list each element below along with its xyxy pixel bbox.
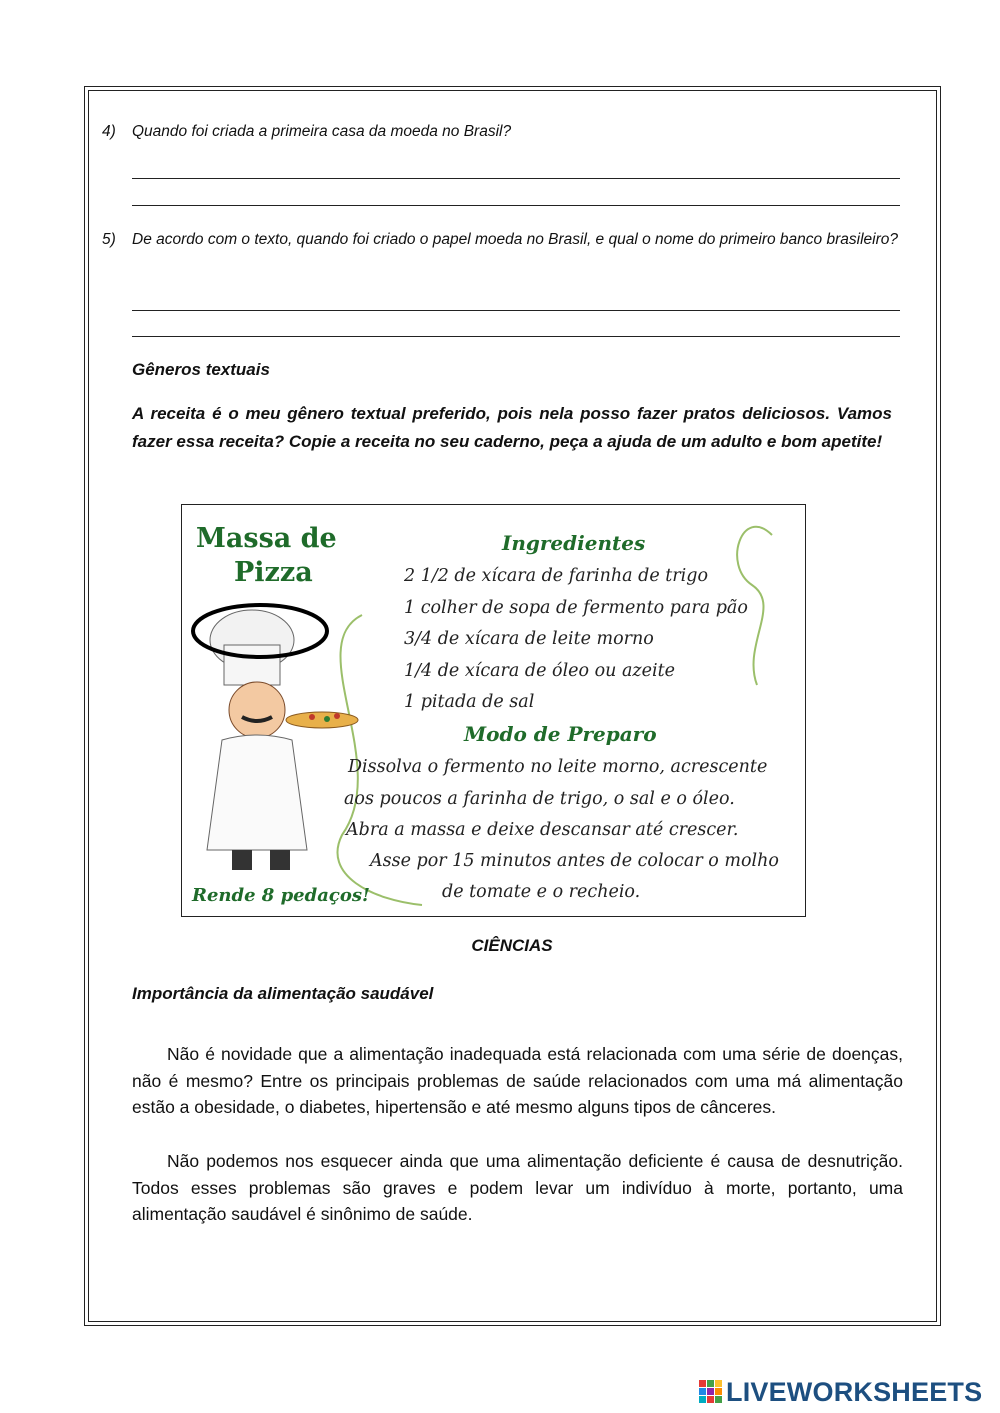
liveworksheets-logo[interactable]: [698, 1378, 982, 1406]
recipe-title-line2: Pizza: [234, 557, 313, 588]
method-line: Dissolva o fermento no leite morno, acrescente: [348, 757, 768, 777]
section-heading-generos: Gêneros textuais: [132, 360, 270, 379]
answer-line[interactable]: [132, 310, 900, 311]
recipe-title-line1: Massa de: [196, 523, 337, 554]
method-line: de tomate e o recheio.: [442, 882, 641, 902]
section-title-ciencias: CIÊNCIAS: [471, 936, 553, 955]
question-text: Quando foi criada a primeira casa da moeda no Brasil?: [132, 123, 512, 140]
ingredient-item: 2 1/2 de xícara de farinha de trigo: [404, 566, 708, 586]
answer-line[interactable]: [132, 336, 900, 337]
chef-illustration-icon: [207, 610, 358, 870]
intro-paragraph: A receita é o meu gênero textual preferido, pois nela posso fazer pratos deliciosos. Vamos fazer essa receita? Copie a receita no seu caderno, peça a ajuda de um adulto e bom apetite!: [132, 404, 892, 451]
method-line: aos poucos a farinha de trigo, o sal e o óleo.: [344, 789, 735, 809]
ingredient-item: 1 colher de sopa de fermento para pão: [404, 598, 748, 618]
recipe-card: [181, 504, 806, 917]
question-number: 5): [102, 231, 116, 248]
body-paragraph: Não podemos nos esquecer ainda que uma alimentação deficiente é causa de desnutrição. Todos esses problemas são graves e podem levar um indivíduo à morte, portanto, uma alimentação saudável é sinônimo de saúde.: [132, 1151, 903, 1224]
liveworksheets-logo-icon: [698, 1379, 724, 1405]
ingredient-item: 3/4 de xícara de leite morno: [404, 629, 654, 649]
answer-line[interactable]: [132, 205, 900, 206]
method-line: Abra a massa e deixe descansar até crescer.: [346, 820, 739, 840]
body-paragraph: Não é novidade que a alimentação inadequada está relacionada com uma série de doenças, não é mesmo? Entre os principais problemas de saúde relacionados com uma má alimentação estão a obesidade, o diabetes, hipertensão e até mesmo alguns tipos de cânceres.: [132, 1044, 903, 1117]
answer-line[interactable]: [132, 178, 900, 179]
question-text: De acordo com o texto, quando foi criado o papel moeda no Brasil, e qual o nome do primeiro banco brasileiro?: [132, 231, 898, 248]
recipe-yield: Rende 8 pedaços!: [192, 885, 370, 906]
ingredient-item: 1 pitada de sal: [404, 692, 535, 712]
ingredient-item: 1/4 de xícara de óleo ou azeite: [404, 661, 675, 681]
question-number: 4): [102, 123, 116, 140]
logo-text: LIVEWORKSHEETS: [726, 1376, 983, 1407]
ingredients-heading: Ingredientes: [502, 531, 646, 555]
method-line: Asse por 15 minutos antes de colocar o molho: [370, 851, 779, 871]
subheading-alimentacao: Importância da alimentação saudável: [132, 984, 434, 1003]
method-heading: Modo de Preparo: [464, 722, 657, 746]
